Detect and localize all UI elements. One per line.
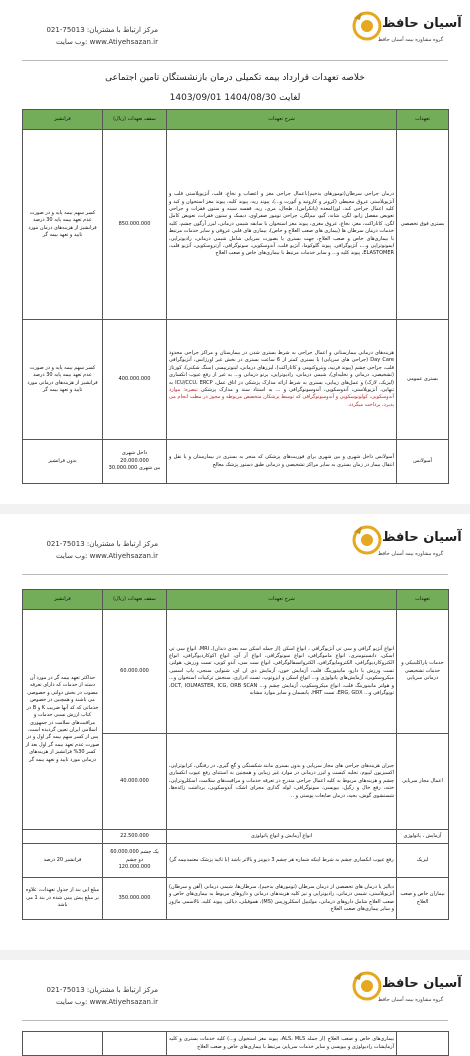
table-row bbox=[23, 830, 449, 844]
row-category: آزمایش ، پاتولوژی bbox=[397, 830, 449, 844]
contact-info bbox=[28, 984, 158, 1008]
commitments-table-1 bbox=[22, 109, 449, 484]
contact-info bbox=[28, 24, 158, 48]
row-category: بستری عمومی bbox=[397, 320, 449, 440]
row-category: بیماران خاص و صعب العلاج bbox=[397, 878, 449, 920]
brand-logo bbox=[350, 520, 462, 568]
commitments-table-2 bbox=[22, 589, 449, 920]
row-amount bbox=[103, 440, 167, 484]
divider bbox=[22, 60, 448, 61]
brand-logo bbox=[350, 6, 462, 54]
document-title: خلاصه تعهدات قرارداد بیمه تکمیلی درمان بازنشستگان تامین اجتماعی bbox=[105, 73, 365, 83]
page-header bbox=[0, 514, 470, 574]
page-header bbox=[0, 960, 470, 1020]
row-description: انواع آنژیو گرافی و سی تی آنژیوگرافی ، انواع اسکن (از جمله اسکن سه بعدی دندان)، MRI، انواع سی تی اسکن، دانسیتومتری، انواع ماموگرافی، انواع سونوگرافی، انواع آر آی، انواع اکوکاردیوگرافی، انواع الکتروکاردیوگرافی، الکترومایوگرافی، الکتروانسفالوگرافی، انواع ست سی، آندو کوپی، تست ورزش، هولتر، تست ورزش با دارو، مانیتورینگ قلب، آزمایش خون، آزمایش دی ان ای، شنوایی سنجی، پاپ اسمیر، میکروسکوپی، آزمایش‌های پاتولوژی و... انواع اسکن و ایزوتوپ، تست ادراری، سنجش ترکیبات استخوان و... و هولتر مانیتورینگ قلب، انواع میکروسکوپ، آزمایش چشم و... OCT, IOLMASTER, ICG, ORB SCAN، توپوگرافی و... ERG, GDX، تست HRT، پانسمان و سایر موارد مشابه bbox=[167, 610, 397, 734]
date-to: 1404/08/30 bbox=[224, 93, 277, 103]
row-description: درمان جراحی سرطان(تومورهای بدخیم)،اعمال جراحی مغز و اعصاب و نخاع، قلب، آنژیوپلاستی قلب و آنژیوپلاستی عروق محیطی (کرونر و کاروتید و آئورت و...)، پیوند ریه، پیوند کلیه، پیوند مغز استخوان و کبد و کلیه اعمال جراحی کبد، لوزالمعده (پانکراس)، طحال، مری، ریه، قفسه سینه و ستون فقرات و جراحی تعویض مفصل زانو، لگن، شانه، گیو، نیم‌لگن، جراحی تومور صفراوی، دیسک و ستون فقرات، تعویض کامل لگن، کاتاراکت، مغز، نخاع، عروق مغزی، پیوند مغز استخوان با سابقه شیمی درمانی، لیزر آرگون چشم، کلیه خدمات درمان سرطان ها (بیماری های صعب العلاج و خاص)، بیماری های قلبی عروقی و سایر خدمات مرتبط با بیماری‌های خاص و صعب العلاج، جهت بستری یا بصورت سرپایی شامل شیمی درمانی، رادیوتراپی، ایمونوتراپی و...، آنژیوگرافی، پیوند گلوکوما، آنژیو قلب، آندوسکوپی، سونوگرافی، آرتروسکوپی، آنژیو قلب، ELASTOMER، پیوند کلیه و... و سایر خدمات مرتبط با بیماری‌های خاص و صعب العلاج bbox=[167, 130, 397, 320]
row-description: دیالیز یا درمان های تخصصی از درمان سرطان (تومورهای بدخیم)، سرطان‌ها، شیمی درمانی (آهن و سرطان) آنژیوپلاستی، شیمی درمانی، رادیوتراپی و نیز کلیه هزینه‌های درمانی و داروهای مربوط به بیماری‌های خاص و صعب العلاج شامل داروهای درمانی، مولتیپل اسکلروزیس (MS)، هموفیلی، دیالیز، پیوند کلیه، تالاسمی ماژور و سایر بیماری‌های صعب العلاج bbox=[167, 878, 397, 920]
table-row bbox=[23, 320, 449, 440]
header-description: شرح تعهدات bbox=[167, 590, 397, 610]
row-description-text: هزینه‌های درمانی بیمارستانی و اعمال جراحی به شرط بستری شدن در بیمارستان و مراکز جراحی محدود Day Care (جراحی های سرپایی) یا بستری کمتر از 6 ساعت بستری در بخش غیر اورژانس، آنژیوگرافی قلب، جراحی چشم (پیوند قرنیه، ویتروکتومی و کاتاراکت)، لیزرهای درمانی، لیتوتریپسی (سنگ شکنی)، کورتاژ (تشخیصی، درمانی و تخلیه‌ای)، شیمی درمانی، رادیوتراپی، پرتو درمانی و... به غیر از رفع عیوب انکساری (لیزیک، لازک) و عمل‌های زیبایی، بستری به شرط ارائه مدارک پزشکی در اتاق عمل، ICU/CCU، ERCP به تنهایی، آنژیوپلاستی، آندوسکوپی، آندوسونوگرافی و ... به استناد سند و مدارک پزشکی bbox=[169, 349, 395, 393]
row-note: تبصره: موارد آندوسکوپی، کولونوسکوپی و آندوسونوگرافی که توسط پزشکان متخصص مربوطه و مجوز در مطب انجام می پذیرد، پرداخت میگردد. bbox=[169, 386, 394, 408]
table-header-row bbox=[23, 110, 449, 130]
contact-phone: مرکز ارتباط با مشتریان: 75013-021 bbox=[46, 26, 158, 34]
date-mid: لغایت bbox=[279, 93, 301, 103]
contact-phone: مرکز ارتباط با مشتریان: 75013-021 bbox=[46, 540, 158, 548]
contact-info bbox=[28, 538, 158, 562]
page-2 bbox=[0, 514, 470, 950]
header-category: تعهدات bbox=[397, 110, 449, 130]
row-amount: 60.000.000 bbox=[103, 610, 167, 734]
row-category: خدمات پاراکلینیکی و خدمات تشخیصی درمانی سرپایی bbox=[397, 610, 449, 734]
brand-tagline: گروه مشاوره بیمه آسیان حافظ bbox=[378, 37, 444, 43]
row-category: بستری فوق تخصصی bbox=[397, 130, 449, 320]
row-description: جبران هزینه‌های جراحی های مجاز سرپایی و بدون بستری مانند شکستگی و گچ گیری، در رفتگی، کرایوتراپی، اکسیزیون لیپوم، تخلیه کیست و لیزر درمانی در موارد غیر زیبایی و همچنین به استثنای رفع عیوب انکساری چشم و هزینه‌های مربوط به کلیه اعمال جراحی مندرج در تعرفه خدمات و مراقبت‌های سلامت، اسکلروتراپی، ختنه، رفع خال و زگیل، بیوپسی، سونوگرافی، لوله گذاری مجرای اشک، آندوسکوپی، برداشت زائده‌ها، شستشوی گوش، بخیه، درمان ضایعات پوستی و .. bbox=[167, 734, 397, 830]
row-category bbox=[397, 1032, 449, 1056]
header-amount: سقف تعهدات (ریال) bbox=[103, 110, 167, 130]
row-description: انواع آزمایش و انواع پاتولوژی bbox=[167, 830, 397, 844]
amount-line: یک چشم 60.000.000 bbox=[110, 849, 159, 856]
divider bbox=[22, 1020, 448, 1021]
table-header-row bbox=[23, 590, 449, 610]
row-amount: 850.000.000 bbox=[103, 130, 167, 320]
header-franchise: فرانشیز bbox=[23, 590, 103, 610]
row-amount: 400.000.000 bbox=[103, 320, 167, 440]
row-description bbox=[167, 320, 397, 440]
row-franchise: کسر سهم بیمه پایه و در صورت عدم تعهد بیمه پایه 30 درصد فرانشیز از هزینه‌های درمان مورد تایید و تعهد بیمه گر bbox=[23, 130, 103, 320]
table-row bbox=[23, 878, 449, 920]
brand-tagline: گروه مشاوره بیمه آسیان حافظ bbox=[378, 551, 444, 557]
page-3 bbox=[0, 960, 470, 1056]
contact-website[interactable]: وب سایت: www.Atiyehsazan.ir bbox=[56, 38, 158, 46]
row-description: بیماری‌های خاص و صعب العلاج (از جمله ALS، MLS، پیوند مغز استخوان و...) کلیه خدمات بستری و کلیه آزمایشات رادیولوژی و بیوپسی و سایر خدمات سرپایی مرتبط با بیماری‌های خاص و صعب العلاج bbox=[167, 1032, 397, 1056]
row-description: آمبولانس داخل شهری و بین شهری برای فوریت‌های پزشکی که منجر به بستری در بیمارستان و یا نقل و انتقال بیمار در زمان بستری به سایر مراکز تشخیصی و درمانی طبق دستور پزشک معالج bbox=[167, 440, 397, 484]
table-row bbox=[23, 130, 449, 320]
brand-name: آسیان حافظ bbox=[382, 976, 462, 991]
row-franchise: فرانشیز 20 درصد bbox=[23, 844, 103, 878]
amount-line: بین شهری 30.000.000 bbox=[108, 465, 161, 472]
page-gap bbox=[0, 950, 470, 960]
row-amount: 22.500.000 bbox=[103, 830, 167, 844]
commitments-table-3 bbox=[22, 1031, 449, 1056]
row-franchise: مبلغ این بند از جدول تعهدات، علاوه بر مبلغ پیش بینی شده در بند 1 می باشد bbox=[23, 878, 103, 920]
row-franchise bbox=[23, 830, 103, 844]
contact-website[interactable]: وب سایت: www.Atiyehsazan.ir bbox=[56, 998, 158, 1006]
row-amount bbox=[103, 844, 167, 878]
row-franchise bbox=[23, 1032, 103, 1056]
table-row bbox=[23, 440, 449, 484]
amount-line: دو چشم bbox=[125, 856, 144, 863]
date-from: 1403/09/01 bbox=[169, 93, 222, 103]
brand-name: آسیان حافظ bbox=[382, 530, 462, 545]
row-category: آمبولانس bbox=[397, 440, 449, 484]
header-franchise: فرانشیز bbox=[23, 110, 103, 130]
amount-line: 20.000.000 bbox=[120, 457, 149, 464]
row-amount bbox=[103, 1032, 167, 1056]
row-amount: 40.000.000 bbox=[103, 734, 167, 830]
row-franchise: کسر سهم بیمه پایه و در صورت عدم تعهد بیمه پایه 30 درصد فرانشیز از هزینه‌های درمانی مورد تایید و تعهد بیمه گر bbox=[23, 320, 103, 440]
table-row bbox=[23, 1032, 449, 1056]
header-category: تعهدات bbox=[397, 590, 449, 610]
table-row bbox=[23, 844, 449, 878]
brand-name: آسیان حافظ bbox=[382, 16, 462, 31]
amount-line: 120.000.000 bbox=[118, 864, 151, 871]
brand-tagline: گروه مشاوره بیمه آسیان حافظ bbox=[378, 997, 444, 1003]
document-dates bbox=[0, 93, 470, 103]
page-header bbox=[0, 0, 470, 60]
page-gap bbox=[0, 504, 470, 514]
row-franchise: حداکثر تعهد بیمه گر در مورد آن دسته از خدمات که دارای تعرفه مصوب در بخش دولتی و خصوصی می باشند و همچنین در خصوص خدماتی که کد آنها ضریب K و B در کتاب ارزش نسبی خدمات و مراقبت‌های سلامت در جمهوری اسلامی ایران تعیین گردیده است، پس از کسر سهم بیمه گر اول و در صورت عدم تعهد بیمه گر اول بعد از کسر 30% فرانشیز از هزینه‌های درمانی مورد تایید و تعهد بیمه گر bbox=[23, 610, 103, 830]
row-category: لیزیک bbox=[397, 844, 449, 878]
table-row bbox=[23, 610, 449, 734]
row-category: اعمال مجاز سرپایی bbox=[397, 734, 449, 830]
contact-website[interactable]: وب سایت: www.Atiyehsazan.ir bbox=[56, 552, 158, 560]
brand-logo bbox=[350, 966, 462, 1014]
amount-line: داخل شهری bbox=[121, 450, 148, 457]
page-1 bbox=[0, 0, 470, 504]
header-description: شرح تعهدات bbox=[167, 110, 397, 130]
divider bbox=[22, 574, 448, 575]
row-description: رفع عیوب انکساری چشم به شرط اینکه شماره هر چشم 3 دیوپتر و بالاتر باشد (با تائید پزشک معتمدبیمه گر) bbox=[167, 844, 397, 878]
header-amount: سقف تعهدات (ریال) bbox=[103, 590, 167, 610]
row-amount: 350.000.000 bbox=[103, 878, 167, 920]
contact-phone: مرکز ارتباط با مشتریان: 75013-021 bbox=[46, 986, 158, 994]
row-franchise: بدون فرانشیز bbox=[23, 440, 103, 484]
